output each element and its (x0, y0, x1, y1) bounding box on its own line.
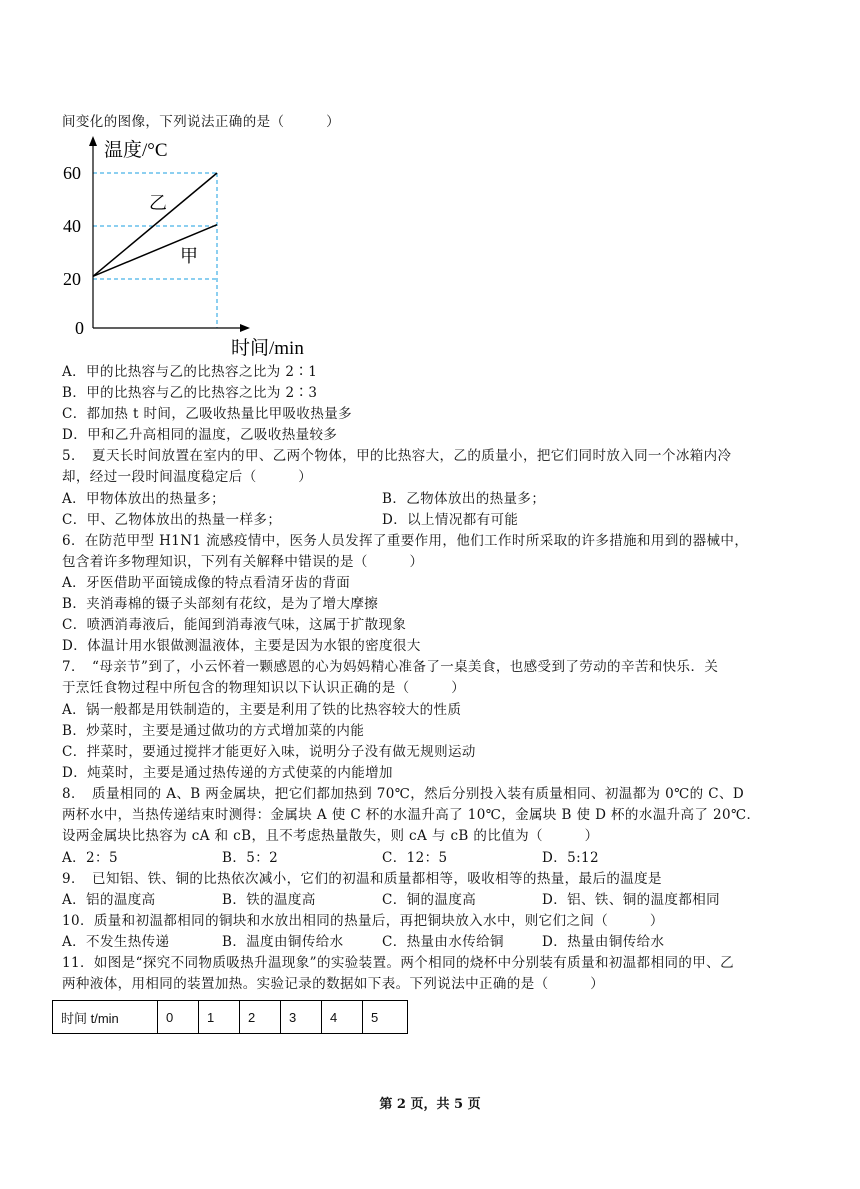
q9-stem: 9． 已知铝、铁、铜的比热依次减小，它们的初温和质量都相等，吸收相等的热量，最后的温度是 (62, 871, 662, 887)
q8-stem-2: 两杯水中，当热传递结束时测得：金属块 A 使 C 杯的水温升高了 10℃，金属块 B 使 D 杯的水温升高了 20℃． (62, 807, 761, 823)
q6-stem-1: 6．在防范甲型 H1N1 流感疫情中，医务人员发挥了重要作用，他们工作时所采取的许多措施和用到的器械中， (62, 533, 749, 549)
q9-option-a: A．铝的温度高 (62, 892, 156, 908)
q5-stem-1: 5． 夏天长时间放置在室内的甲、乙两个物体，甲的比热容大，乙的质量小，把它们同时放入同一个冰箱内冷 (62, 448, 732, 464)
y-tick-20: 20 (63, 269, 81, 289)
series-label-yi: 乙 (149, 193, 167, 213)
q6-stem-2: 包含着许多物理知识，下列有关解释中错误的是（ ） (62, 554, 424, 570)
q6-option-d: D．体温计用水银做测温液体，主要是因为水银的密度很大 (62, 638, 421, 654)
q8-option-d: D．5:12 (542, 850, 600, 866)
y-tick-60: 60 (63, 163, 81, 183)
table-cell: 4 (322, 1001, 363, 1034)
table-cell: 1 (199, 1001, 240, 1034)
question-4-stem-tail: 间变化的图像，下列说法正确的是（ ） (62, 114, 340, 130)
table-cell: 5 (363, 1001, 408, 1034)
q7-option-a: A．锅一般都是用铁制造的，主要是利用了铁的比热容较大的性质 (62, 702, 462, 718)
q11-stem-1: 11．如图是“探究不同物质吸热升温现象”的实验装置。两个相同的烧杯中分别装有质量和初温都相同的甲、乙 (62, 955, 734, 971)
q10-option-c: C．热量由水传给铜 (382, 934, 504, 950)
y-axis-arrow (89, 136, 97, 146)
q4-option-a: A．甲的比热容与乙的比热容之比为 2∶1 (62, 364, 318, 380)
table-cell: 3 (281, 1001, 322, 1034)
y-tick-0: 0 (75, 318, 84, 338)
q7-stem-1: 7． “母亲节”到了，小云怀着一颗感恩的心为妈妈精心准备了一桌美食，也感受到了劳动的辛苦和快乐．关 (62, 659, 719, 675)
q5-stem-2: 却，经过一段时间温度稳定后（ ） (62, 469, 313, 485)
q7-option-b: B．炒菜时，主要是通过做功的方式增加菜的内能 (62, 723, 365, 739)
table-cell: 2 (240, 1001, 281, 1034)
q4-option-b: B．甲的比热容与乙的比热容之比为 2∶3 (62, 385, 318, 401)
q11-stem-2: 两种液体，用相同的装置加热。实验记录的数据如下表。下列说法中正确的是（ ） (62, 976, 605, 992)
q6-option-c: C．喷洒消毒液后，能闻到消毒液气味，这属于扩散现象 (62, 617, 407, 633)
q6-option-b: B．夹消毒棉的镊子头部刻有花纹，是为了增大摩擦 (62, 596, 379, 612)
x-axis-arrow (240, 324, 250, 332)
q10-option-b: B．温度由铜传给水 (222, 934, 344, 950)
q5-option-c: C．甲、乙物体放出的热量一样多； (62, 512, 282, 528)
q4-option-c: C．都加热 t 时间，乙吸收热量比甲吸收热量多 (62, 406, 353, 422)
q9-option-c: C．铜的温度高 (382, 892, 477, 908)
q4-option-d: D．甲和乙升高相同的温度，乙吸收热量较多 (62, 427, 338, 443)
q9-option-d: D．铝、铁、铜的温度都相同 (542, 892, 721, 908)
temperature-time-chart (60, 134, 320, 362)
q6-option-a: A．牙医借助平面镜成像的特点看清牙齿的背面 (62, 575, 351, 591)
q8-option-a: A．2：5 (62, 850, 118, 866)
q7-option-d: D．炖菜时，主要是通过热传递的方式使菜的内能增加 (62, 765, 393, 781)
table-cell: 0 (158, 1001, 199, 1034)
table-row (53, 1001, 408, 1034)
series-label-jia: 甲 (180, 246, 198, 266)
series-line-jia (93, 225, 217, 277)
y-axis-label: 温度/°C (104, 140, 168, 161)
q7-option-c: C．拌菜时，要通过搅拌才能更好入味，说明分子没有做无规则运动 (62, 744, 476, 760)
q10-stem: 10．质量和初温都相同的铜块和水放出相同的热量后，再把铜块放入水中，则它们之间（ ） (62, 913, 664, 929)
q8-stem-1: 8． 质量相同的 A、B 两金属块，把它们都加热到 70℃，然后分别投入装有质量相同、初温都为 0℃的 C、D (62, 786, 745, 802)
series-line-yi (93, 173, 217, 276)
q8-option-c: C．12：5 (382, 850, 448, 866)
page-footer: 第 2 页，共 5 页 (379, 1097, 481, 1112)
q5-option-a: A．甲物体放出的热量多； (62, 491, 226, 507)
q7-stem-2: 于烹饪食物过程中所包含的物理知识以下认识正确的是（ ） (62, 680, 466, 696)
y-tick-40: 40 (63, 216, 81, 236)
q8-stem-3: 设两金属块比热容为 cA 和 cB，且不考虑热量散失，则 cA 与 cB 的比值为（ ） (62, 828, 599, 844)
q5-option-b: B．乙物体放出的热量多； (382, 491, 546, 507)
q8-option-b: B．5：2 (222, 850, 279, 866)
q9-option-b: B．铁的温度高 (222, 892, 316, 908)
q5-option-d: D．以上情况都有可能 (382, 512, 519, 528)
x-axis-label: 时间/min (231, 338, 304, 359)
data-table (52, 1000, 408, 1034)
q10-option-a: A．不发生热传递 (62, 934, 170, 950)
table-header-cell: 时间 t/min (53, 1001, 158, 1034)
q10-option-d: D．热量由铜传给水 (542, 934, 665, 950)
